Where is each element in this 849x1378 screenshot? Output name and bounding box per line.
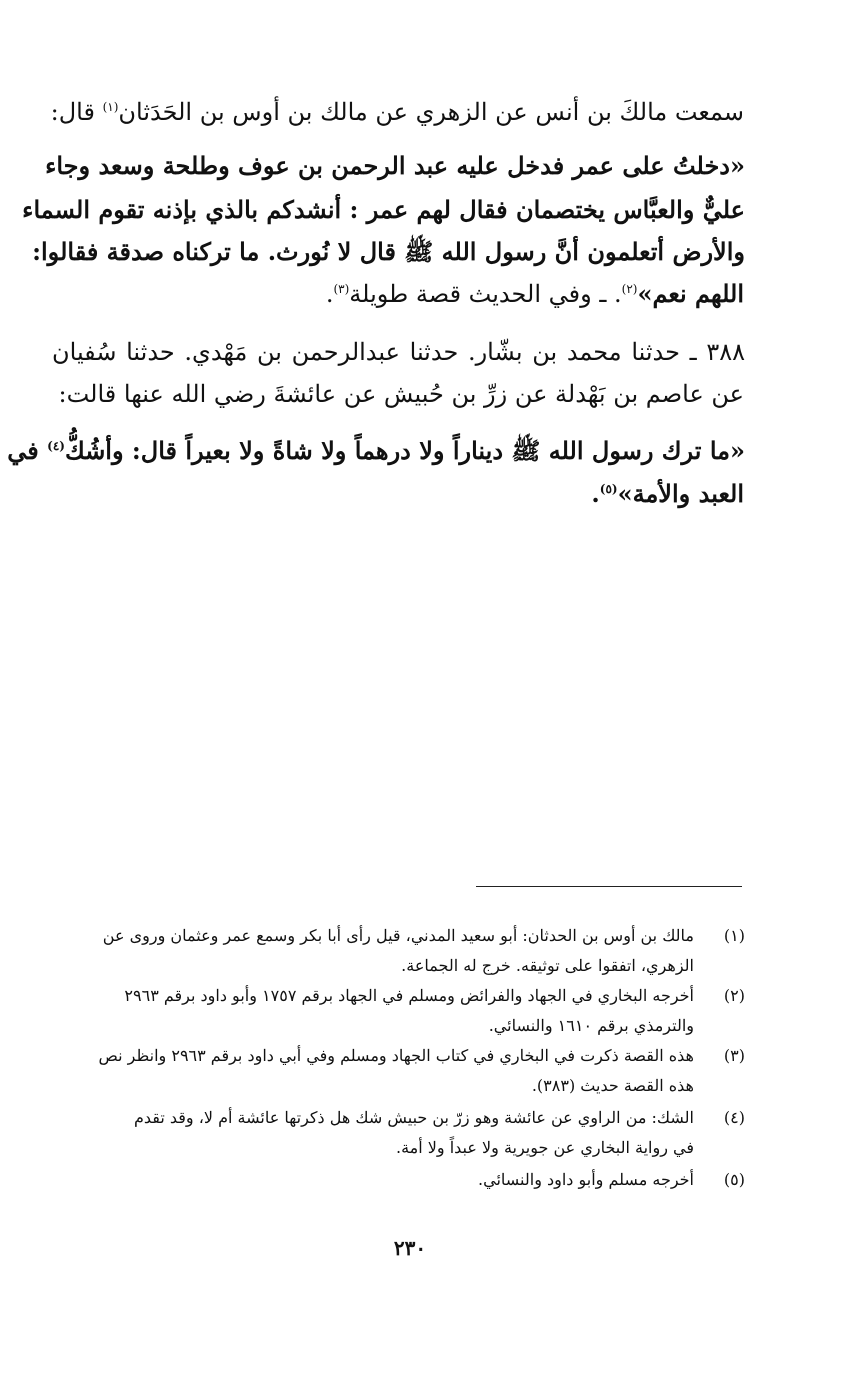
footnote-ref-1: (١) bbox=[102, 100, 119, 114]
text-line-9-end: . bbox=[591, 479, 600, 508]
footnote-5-line-1: أخرجه مسلم وأبو داود والنسائي. bbox=[478, 1170, 694, 1189]
footnote-1-line-2: الزهري، اتفقوا على توثيقه. خرج له الجماعة. bbox=[401, 956, 694, 975]
text-line-6: ٣٨٨ ـ حدثنا محمد بن بشّار. حدثنا عبدالرحمن بن مَهْدي. حدثنا سُفيان bbox=[52, 338, 745, 366]
text-line-1-main: سمعت مالكَ بن أنس عن الزهري عن مالك بن أوس بن الحَدَثان bbox=[118, 98, 744, 126]
footnote-3-line-2: هذه القصة حديث (٣٨٣). bbox=[531, 1076, 694, 1095]
text-line-4: والأرض أتعلمون أنَّ رسول الله ﷺ قال لا نُورث. ما تركناه صدقة فقالوا: bbox=[32, 237, 745, 266]
text-line-8-tail: في bbox=[7, 436, 39, 465]
footnote-3-line-1: هذه القصة ذكرت في البخاري في كتاب الجهاد ومسلم وفي أبي داود برقم ٢٩٦٣ وانظر نص bbox=[98, 1046, 694, 1065]
text-line-5 bbox=[104, 276, 744, 312]
footnote-4-line-1: الشك: من الراوي عن عائشة وهو زرّ بن حبيش شك هل ذكرتها عائشة أم لا، وقد تقدم bbox=[133, 1108, 694, 1127]
footnote-2-line-2: والترمذي برقم ١٦١٠ والنسائي. bbox=[488, 1016, 694, 1035]
footnote-number-2: (٢) bbox=[723, 986, 745, 1005]
text-line-1-tail: قال: bbox=[50, 98, 103, 126]
footnote-4-line-2: في رواية البخاري عن جويرية ولا عبداً ولا أمة. bbox=[396, 1138, 694, 1157]
footnote-ref-4: (٤) bbox=[47, 439, 65, 453]
text-line-8 bbox=[7, 433, 745, 469]
footnote-ref-5: (٥) bbox=[599, 482, 618, 496]
text-line-9-main: العبد والأمة» bbox=[617, 479, 744, 508]
footnote-number-4: (٤) bbox=[723, 1108, 745, 1127]
footnote-number-1: (١) bbox=[723, 926, 745, 945]
footnote-2-line-1: أخرجه البخاري في الجهاد والفرائض ومسلم في الجهاد برقم ١٧٥٧ وأبو داود برقم ٢٩٦٣ bbox=[124, 986, 694, 1005]
footnote-ref-2: (٢) bbox=[621, 282, 638, 296]
text-line-7: عن عاصم بن بَهْدلة عن زرِّ بن حُبيش عن عائشةَ رضي الله عنها قالت: bbox=[58, 380, 744, 408]
text-line-8-main: «ما ترك رسول الله ﷺ ديناراً ولا درهماً ولا شاةً ولا بعيراً قال: وأشُكُّ bbox=[64, 436, 745, 465]
text-line-9 bbox=[104, 476, 744, 512]
page-number: ٢٣٠ bbox=[393, 1236, 427, 1260]
footnote-1-line-1: مالك بن أوس بن الحدثان: أبو سعيد المدني، قيل رأى أبا بكر وسمع عمر وعثمان وروى عن bbox=[102, 926, 694, 945]
footnote-number-5: (٥) bbox=[723, 1170, 745, 1189]
text-line-5-main: اللهم نعم» bbox=[637, 279, 744, 308]
text-line-5-tail: . ـ وفي الحديث قصة طويلة bbox=[349, 280, 622, 308]
text-line-3: عليٌّ والعبَّاس يختصمان فقال لهم عمر : أنشدكم بالذي بإذنه تقوم السماء bbox=[22, 195, 745, 224]
text-line-5-end: . bbox=[325, 280, 334, 308]
footnote-number-3: (٣) bbox=[723, 1046, 745, 1065]
footnote-divider bbox=[476, 886, 742, 887]
text-line-2: «دخلتُ على عمر فدخل عليه عبد الرحمن بن عوف وطلحة وسعد وجاء bbox=[45, 151, 745, 180]
footnote-ref-3: (٣) bbox=[333, 282, 350, 296]
text-line-1 bbox=[50, 94, 744, 130]
